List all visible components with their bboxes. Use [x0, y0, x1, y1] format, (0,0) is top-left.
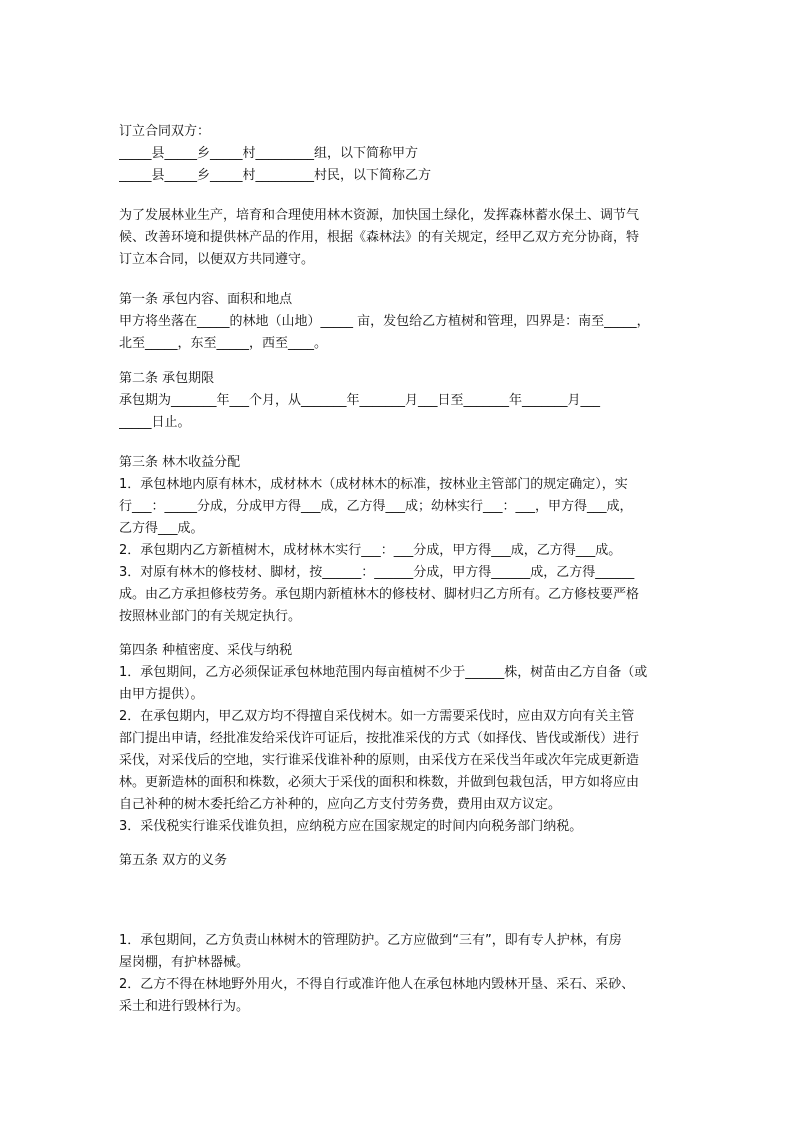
- intro-line: 订立本合同，以便双方共同遵守。: [119, 252, 315, 267]
- article-3-line: 行___：_____分成，分成甲方得___成，乙方得___成；幼林实行___：___，甲方得___成，: [119, 499, 633, 514]
- article-2-line: _____日止。: [119, 415, 191, 430]
- article-1-line: 北至_____，东至_____，西至____。: [119, 336, 328, 351]
- intro-line: 为了发展林业生产，培育和合理使用林木资源，加快国土绿化，发挥森林蓄水保土、调节气: [119, 208, 640, 223]
- article-3-line: 1．承包林地内原有林木，成材林木（成材林木的标准，按林业主管部门的规定确定），实: [119, 477, 628, 492]
- article-2-line: 承包期为_______年___个月，从_______年_______月___日至_______年_______月___: [119, 393, 601, 408]
- article-4-line: 由甲方提供）。: [119, 687, 204, 702]
- article-3-line: 2．承包期内乙方新植树木，成材林木实行___：___分成，甲方得___成，乙方得___成。: [119, 543, 622, 558]
- party-a-line: _____县_____乡_____村_________组，以下简称甲方: [119, 146, 419, 161]
- article-4-line: 部门提出申请，经批准发给采伐许可证后，按批准采伐的方式（如择伐、皆伐或渐伐）进行: [119, 731, 640, 746]
- article-3-line: 乙方得___成。: [119, 521, 204, 536]
- article-1-title: 第一条 承包内容、面积和地点: [119, 292, 293, 307]
- article-5-line: 采土和进行毁林行为。: [119, 999, 250, 1014]
- article-4-line: 林。更新造林的面积和株数，必须大于采伐的面积和株数，并做到包栽包活，甲方如将应由: [119, 775, 640, 790]
- article-3-line: 成。由乙方承担修枝劳务。承包期内新植林木的修枝材、脚材归乙方所有。乙方修枝要严格: [119, 587, 640, 602]
- parties-title: 订立合同双方：: [119, 124, 211, 139]
- article-5-title: 第五条 双方的义务: [119, 853, 228, 868]
- article-4-line: 3．采伐税实行谁采伐谁负担，应纳税方应在国家规定的时间内向税务部门纳税。: [119, 819, 583, 834]
- article-3-title: 第三条 林木收益分配: [119, 455, 241, 470]
- article-4-line: 自己补种的树木委托给乙方补种的，应向乙方支付劳务费，费用由双方议定。: [119, 797, 562, 812]
- party-b-line: _____县_____乡_____村_________村民，以下简称乙方: [119, 168, 432, 183]
- article-4-line: 采伐，对采伐后的空地，实行谁采伐谁补种的原则，由采伐方在采伐当年或次年完成更新造: [119, 753, 640, 768]
- article-5-line: 1．承包期间，乙方负责山林树木的管理防护。乙方应做到“三有”，即有专人护林，有房: [119, 933, 622, 948]
- article-4-line: 1．承包期间，乙方必须保证承包林地范围内每亩植树不少于______株，树苗由乙方自备（或: [119, 665, 648, 680]
- article-4-line: 2．在承包期内，甲乙双方均不得擅自采伐树木。如一方需要采伐时，应由双方向有关主管: [119, 709, 635, 724]
- intro-line: 候、改善环境和提供林产品的作用，根据《森林法》的有关规定，经甲乙双方充分协商，特: [119, 230, 640, 245]
- article-1-line: 甲方将坐落在_____的林地（山地）_____ 亩，发包给乙方植树和管理，四界是：南至_____，: [119, 314, 650, 329]
- article-3-line: 3．对原有林木的修枝材、脚材，按______：______分成，甲方得______成，乙方得______: [119, 565, 635, 580]
- article-5-line: 屋岗棚，有护林器械。: [119, 955, 250, 970]
- article-4-title: 第四条 种植密度、采伐与纳税: [119, 643, 293, 658]
- article-5-line: 2．乙方不得在林地野外用火，不得自行或准许他人在承包林地内毁林开垦、采石、采砂、: [119, 977, 635, 992]
- article-3-line: 按照林业部门的有关规定执行。: [119, 609, 302, 624]
- article-2-title: 第二条 承包期限: [119, 371, 215, 386]
